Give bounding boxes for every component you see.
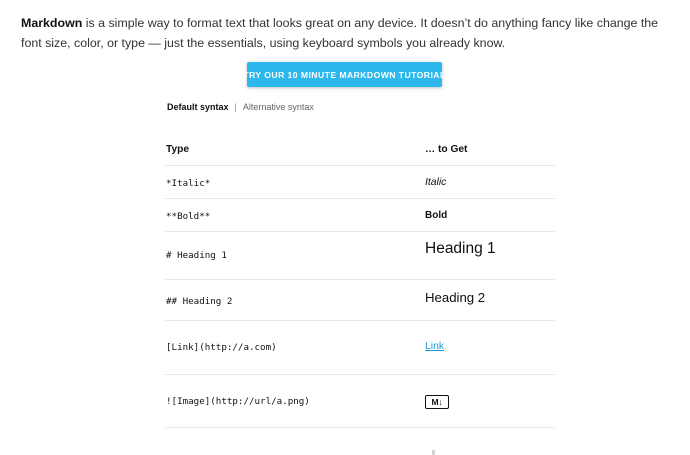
intro-strong: Markdown [21, 16, 83, 30]
tab-separator: | [234, 102, 237, 112]
header-get: … to Get [425, 144, 468, 155]
row-get-heading2: Heading 2 [425, 290, 486, 305]
table-row [165, 321, 555, 375]
row-get-image [425, 392, 449, 410]
tab-alternative-syntax[interactable]: Alternative syntax [242, 102, 314, 112]
table-row [165, 166, 555, 199]
tab-default-syntax[interactable]: Default syntax [167, 102, 229, 112]
syntax-tabs [167, 100, 314, 114]
row-type-link: [Link](http://a.com) [166, 342, 277, 353]
header-type: Type [166, 144, 190, 155]
scroll-indicator [432, 450, 435, 455]
table-row [165, 375, 555, 428]
row-type-italic: *Italic* [166, 178, 211, 189]
row-type-heading1: # Heading 1 [166, 250, 227, 261]
intro-paragraph [21, 13, 661, 53]
row-type-image: ![Image](http://url/a.png) [166, 396, 310, 407]
row-type-heading2: ## Heading 2 [166, 296, 233, 307]
tutorial-button[interactable]: TRY OUR 10 MINUTE MARKDOWN TUTORIAL [247, 62, 442, 87]
row-get-heading1: Heading 1 [425, 240, 496, 257]
markdown-logo-icon: M↓ [425, 395, 449, 409]
table-row [165, 199, 555, 232]
row-get-bold: Bold [425, 210, 448, 221]
table-row [165, 232, 555, 280]
table-row [165, 280, 555, 321]
intro-text: is a simple way to format text that looks great on any device. It doesn’t do anything fancy like change the font size, color, or type — just the essentials, using keyboard symbols you already know. [21, 16, 659, 50]
row-type-bold: **Bold** [166, 211, 211, 222]
row-get-link[interactable]: Link [425, 341, 445, 352]
syntax-table [165, 133, 555, 428]
row-get-italic: Italic [425, 177, 447, 188]
table-header-row [165, 133, 555, 166]
